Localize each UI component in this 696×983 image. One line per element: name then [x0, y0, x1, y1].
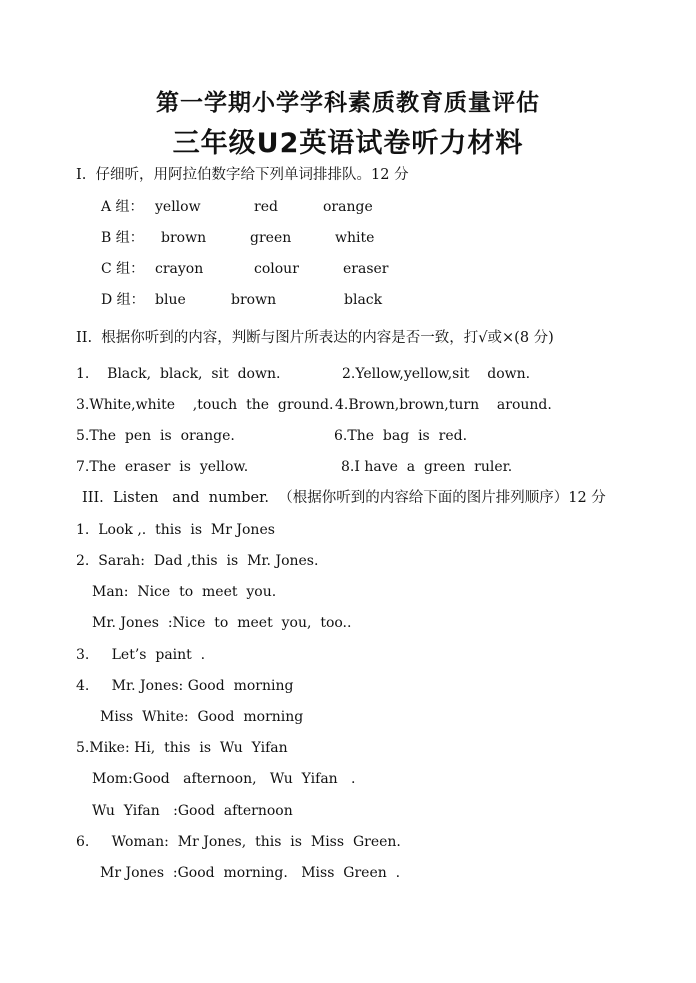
group-b-word-3: white: [335, 230, 375, 246]
group-d-word-3: black: [344, 292, 383, 308]
group-d-label: D 组：: [101, 292, 145, 308]
section2-item-7: 7.The eraser is yellow.: [76, 459, 249, 475]
section3-heading: III. Listen and number. （根据你听到的内容给下面的图片排列顺序）12 分: [82, 490, 606, 506]
dialogue-line-6: 4. Mr. Jones: Good morning: [76, 678, 294, 694]
group-c-label: C 组：: [101, 261, 145, 277]
group-c-word-1: crayon: [155, 261, 204, 277]
dialogue-line-4: Mr. Jones :Nice to meet you, too..: [92, 615, 352, 631]
dialogue-line-11: 6. Woman: Mr Jones, this is Miss Green.: [76, 834, 401, 850]
section2-item-1: 1. Black, black, sit down.: [76, 366, 281, 382]
section2-item-3: 3.White,white ,touch the ground.: [76, 397, 334, 413]
group-a-word-3: orange: [323, 199, 373, 215]
section2-item-4: 4.Brown,brown,turn around.: [335, 397, 552, 413]
group-c-word-2: colour: [254, 261, 299, 277]
group-a-label: A 组：: [101, 199, 144, 215]
dialogue-line-3: Man: Nice to meet you.: [92, 584, 277, 600]
page-title: 第一学期小学学科素质教育质量评估: [156, 90, 540, 116]
page-subtitle: 三年级U2英语试卷听力材料: [172, 128, 524, 159]
section2-item-8: 8.I have a green ruler.: [341, 459, 513, 475]
group-a-word-2: red: [254, 199, 278, 215]
dialogue-line-8: 5.Mike: Hi, this is Wu Yifan: [76, 740, 288, 756]
group-d-word-1: blue: [155, 292, 186, 308]
group-a-word-1: yellow: [155, 199, 201, 215]
dialogue-line-7: Miss White: Good morning: [100, 709, 304, 725]
dialogue-line-2: 2. Sarah: Dad ,this is Mr. Jones.: [76, 553, 319, 569]
section2-heading: II. 根据你听到的内容，判断与图片所表达的内容是否一致，打√或×(8 分): [76, 330, 554, 346]
group-c-word-3: eraser: [343, 261, 389, 277]
section2-item-2: 2.Yellow,yellow,sit down.: [342, 366, 531, 382]
group-b-word-1: brown: [161, 230, 207, 246]
dialogue-line-5: 3. Let’s paint .: [76, 647, 206, 663]
section2-item-5: 5.The pen is orange.: [76, 428, 235, 444]
dialogue-line-12: Mr Jones :Good morning. Miss Green .: [100, 865, 401, 881]
dialogue-line-10: Wu Yifan :Good afternoon: [92, 803, 293, 819]
group-b-word-2: green: [250, 230, 292, 246]
dialogue-line-9: Mom:Good afternoon, Wu Yifan .: [92, 771, 356, 787]
group-b-label: B 组：: [101, 230, 144, 246]
group-d-word-2: brown: [231, 292, 277, 308]
section2-item-6: 6.The bag is red.: [334, 428, 468, 444]
dialogue-line-1: 1. Look ,. this is Mr Jones: [76, 522, 275, 538]
section1-heading: I. 仔细听，用阿拉伯数字给下列单词排排队。12 分: [76, 167, 409, 183]
